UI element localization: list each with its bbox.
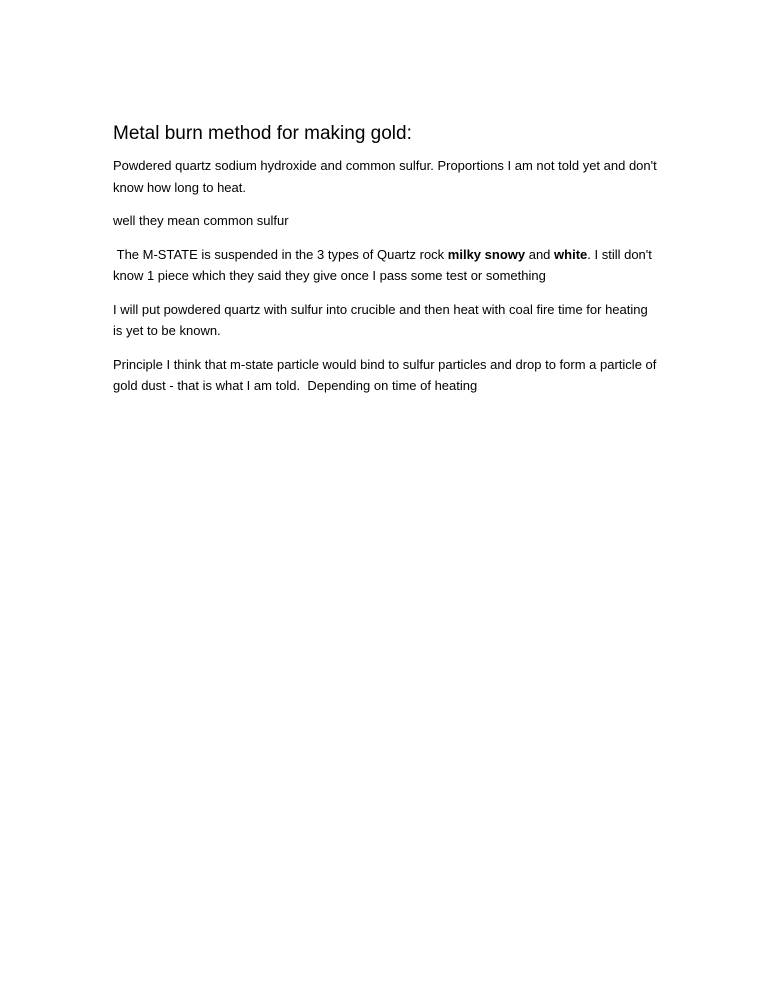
m-state-text-3: . I still don't know 1 piece which they said they give once I pass some test or something <box>113 246 656 283</box>
paragraph-procedure: I will put powdered quartz with sulfur into crucible and then heat with coal fire time for heating is yet to be known. <box>113 301 648 338</box>
paragraph-sulfur-note: well they mean common sulfur <box>113 213 289 228</box>
m-state-bold-milky-snowy: milky snowy <box>447 246 526 262</box>
document-body <box>113 121 658 409</box>
paragraph-principle: Principle I think that m-state particle would bind to sulfur particles and drop to form a particle of gold dust - that is what I am told. Depending on time of heating <box>113 356 660 393</box>
paragraph-m-state <box>113 244 658 287</box>
paragraph-ingredients: Powdered quartz sodium hydroxide and common sulfur. Proportions I am not told yet and don't know how long to heat. <box>113 158 657 195</box>
m-state-text-2: and <box>525 246 555 262</box>
document-title: Metal burn method for making gold: <box>113 123 412 144</box>
m-state-text-1: The M-STATE is suspended in the 3 types of Quartz rock <box>113 246 448 262</box>
m-state-bold-white: white <box>554 246 588 262</box>
